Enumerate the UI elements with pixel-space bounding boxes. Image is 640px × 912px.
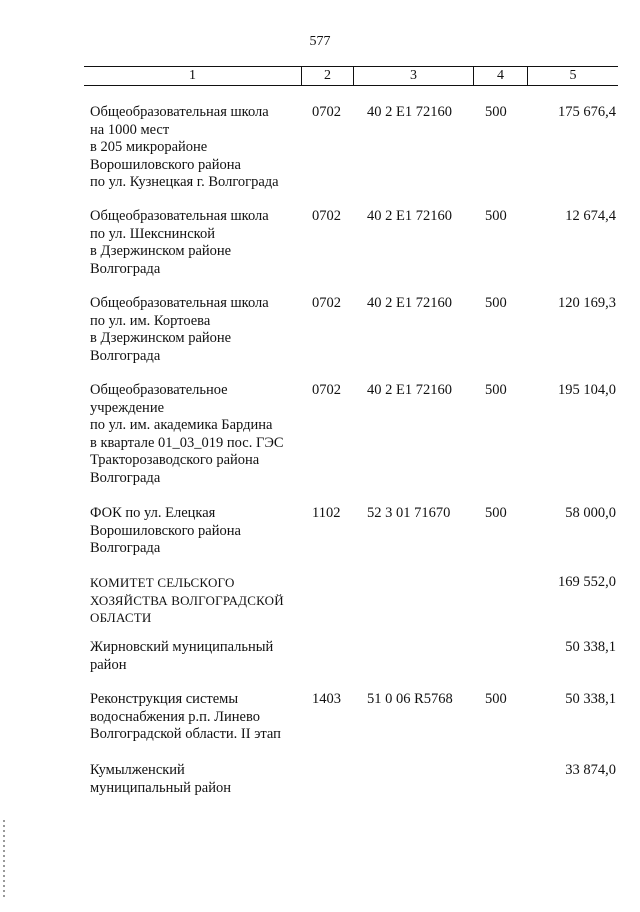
row-target-code: 40 2 E1 72160 xyxy=(367,208,452,224)
row-amount: 58 000,0 xyxy=(565,505,616,521)
row-name: Общеобразовательная школа на 1000 мест в 205 микрорайоне Ворошиловского района по ул. Кузнецкая г. Волгограда xyxy=(90,104,279,190)
header-col-1: 1 xyxy=(84,67,302,85)
row-expense-type: 500 xyxy=(485,505,507,521)
row-name: Общеобразовательное учреждение по ул. им. академика Бардина в квартале 01_03_019 пос. ГЭС Тракторозаводского района Волгограда xyxy=(90,382,284,486)
row-expense-type: 500 xyxy=(485,691,507,707)
row-amount: 175 676,4 xyxy=(558,104,616,120)
row-amount: 195 104,0 xyxy=(558,382,616,398)
scan-edge-mark xyxy=(3,820,5,900)
row-name: Реконструкция системы водоснабжения р.п. Линево Волгоградской области. II этап xyxy=(90,691,281,742)
row-target-code: 51 0 06 R5768 xyxy=(367,691,453,707)
row-amount: 12 674,4 xyxy=(565,208,616,224)
header-col-2: 2 xyxy=(302,67,354,85)
row-amount: 120 169,3 xyxy=(558,295,616,311)
row-expense-type: 500 xyxy=(485,208,507,224)
row-section-code: 0702 xyxy=(312,295,341,311)
row-name: Кумылженский муниципальный район xyxy=(90,762,231,796)
header-col-3: 3 xyxy=(354,67,474,85)
header-col-5: 5 xyxy=(569,68,577,83)
row-section-code: 1102 xyxy=(312,505,341,521)
table-header xyxy=(84,66,618,86)
row-amount: 50 338,1 xyxy=(565,691,616,707)
row-name: Общеобразовательная школа по ул. им. Кортоева в Дзержинском районе Волгограда xyxy=(90,295,269,364)
row-target-code: 52 3 01 71670 xyxy=(367,505,451,521)
row-name: Общеобразовательная школа по ул. Шекснинской в Дзержинском районе Волгограда xyxy=(90,208,269,277)
row-section-code: 0702 xyxy=(312,382,341,398)
row-amount: 169 552,0 xyxy=(558,574,616,590)
page-number: 577 xyxy=(309,34,331,49)
row-name: Жирновский муниципальный район xyxy=(90,639,274,673)
row-expense-type: 500 xyxy=(485,104,507,120)
row-section-code: 0702 xyxy=(312,104,341,120)
row-name: ФОК по ул. Елецкая Ворошиловского района Волгограда xyxy=(90,505,241,556)
row-target-code: 40 2 E1 72160 xyxy=(367,295,452,311)
row-target-code: 40 2 E1 72160 xyxy=(367,382,452,398)
row-amount: 50 338,1 xyxy=(565,639,616,655)
header-col-4: 4 xyxy=(474,67,528,85)
row-amount: 33 874,0 xyxy=(565,762,616,778)
row-expense-type: 500 xyxy=(485,295,507,311)
row-expense-type: 500 xyxy=(485,382,507,398)
row-section-code: 1403 xyxy=(312,691,341,707)
row-section-code: 0702 xyxy=(312,208,341,224)
row-target-code: 40 2 E1 72160 xyxy=(367,104,452,120)
row-name: КОМИТЕТ СЕЛЬСКОГО ХОЗЯЙСТВА ВОЛГОГРАДСКОЙ ОБЛАСТИ xyxy=(90,575,284,625)
